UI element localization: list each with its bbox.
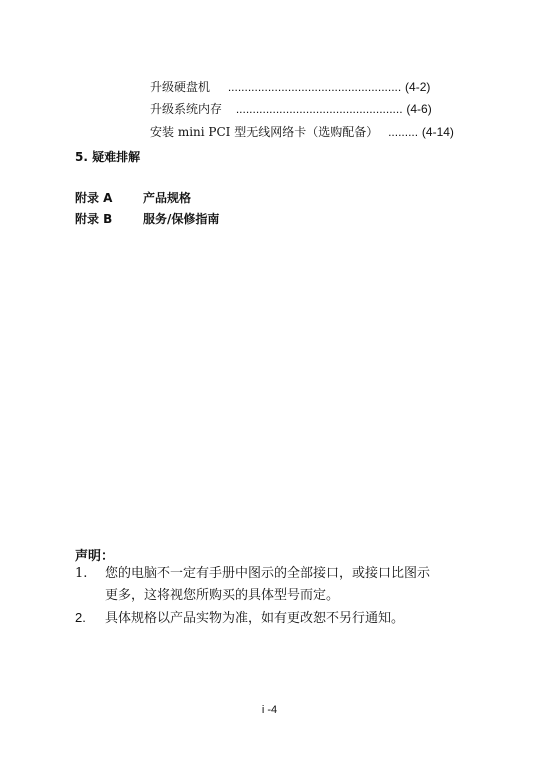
page-number: i -4	[261, 704, 278, 716]
notice-item-text: 您的电脑不一定有手册中图示的全部接口，或接口比图示	[105, 566, 431, 581]
toc-entry-page: (4-14)	[421, 125, 454, 139]
appendix-label: 附录 B	[75, 212, 113, 226]
toc-appendix-b	[75, 211, 219, 227]
notice-item-number: 2.	[75, 610, 86, 625]
appendix-label: 附录 A	[75, 191, 113, 205]
toc-entry	[150, 101, 432, 117]
toc-section-title: 5. 疑难排解	[75, 150, 141, 164]
notice-item-continuation: 更多，这将视您所购买的具体型号而定。	[105, 588, 340, 603]
toc-appendix-a	[75, 190, 191, 206]
notice-item-number: 1.	[75, 566, 88, 581]
appendix-title: 服务/保修指南	[143, 212, 220, 226]
notice-item	[75, 563, 430, 585]
toc-entry-page: (4-2)	[405, 80, 431, 94]
toc-leader-dots: .........	[388, 125, 419, 139]
notice-item-text: 具体规格以产品实物为准，如有更改恕不另行通知。	[105, 611, 405, 626]
notice-item	[75, 607, 404, 630]
toc-leader-dots: ....................................................	[227, 80, 402, 94]
toc-entry-page: (4-6)	[406, 102, 432, 116]
toc-entry	[150, 124, 454, 140]
toc-entry-title: 升级硬盘机	[150, 80, 211, 94]
toc-entry	[150, 79, 430, 95]
toc-leader-dots: ..................................................	[235, 102, 403, 116]
toc-entry-title: 安装 mini PCI 型无线网络卡（选购配备）	[150, 125, 379, 139]
toc-entry-title: 升级系统内存	[150, 102, 223, 116]
notice-title: 声明：	[75, 549, 115, 564]
appendix-title: 产品规格	[143, 191, 192, 205]
